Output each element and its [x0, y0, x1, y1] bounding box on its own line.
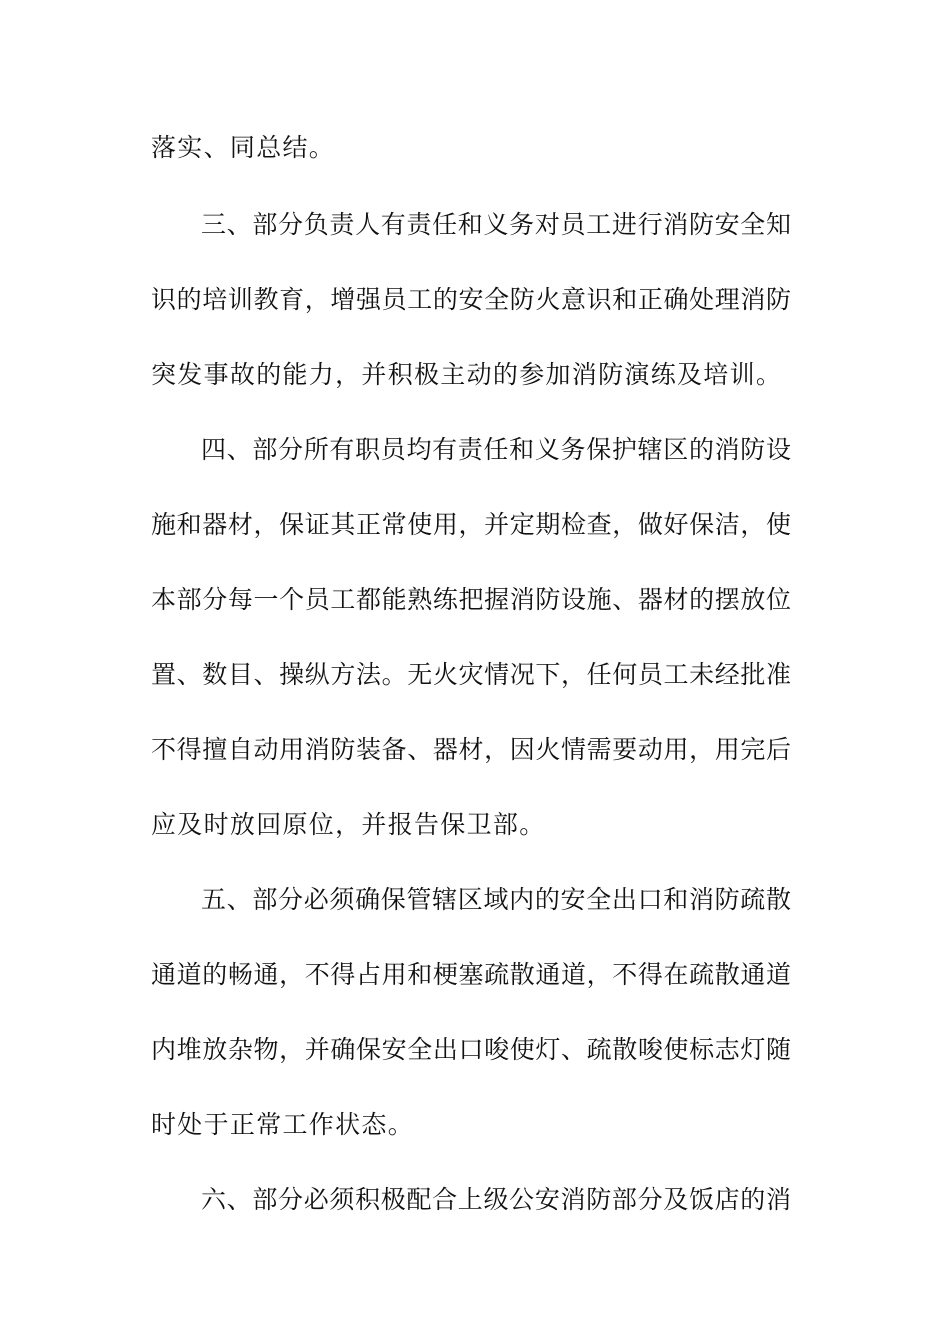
text-line: 落实、同总结。 [151, 133, 336, 162]
text-line: 识的培训教育，增强员工的安全防火意识和正确处理消防 [151, 285, 791, 314]
paragraph-first-line: 五、部分必须确保管辖区域内的安全出口和消防疏散 [201, 885, 791, 914]
text-line: 内堆放杂物，并确保安全出口唆使灯、疏散唆使标志灯随 [151, 1035, 791, 1064]
text-line: 置、数目、操纵方法。无火灾情况下，任何员工未经批准 [151, 660, 791, 689]
paragraph-first-line: 六、部分必须积极配合上级公安消防部分及饭店的消 [201, 1185, 791, 1214]
text-line: 突发事故的能力，并积极主动的参加消防演练及培训。 [151, 360, 783, 389]
text-line: 通道的畅通，不得占用和梗塞疏散通道，不得在疏散通道 [151, 960, 791, 989]
text-line: 本部分每一个员工都能熟练把握消防设施、器材的摆放位 [151, 585, 791, 614]
text-line: 应及时放回原位，并报告保卫部。 [151, 810, 546, 839]
paragraph-first-line: 四、部分所有职员均有责任和义务保护辖区的消防设 [201, 435, 791, 464]
text-line: 施和器材，保证其正常使用，并定期检查，做好保洁，使 [151, 510, 791, 539]
text-line: 时处于正常工作状态。 [151, 1110, 415, 1139]
paragraph-first-line: 三、部分负责人有责任和义务对员工进行消防安全知 [201, 210, 791, 239]
text-line: 不得擅自动用消防装备、器材，因火情需要动用，用完后 [151, 735, 791, 764]
